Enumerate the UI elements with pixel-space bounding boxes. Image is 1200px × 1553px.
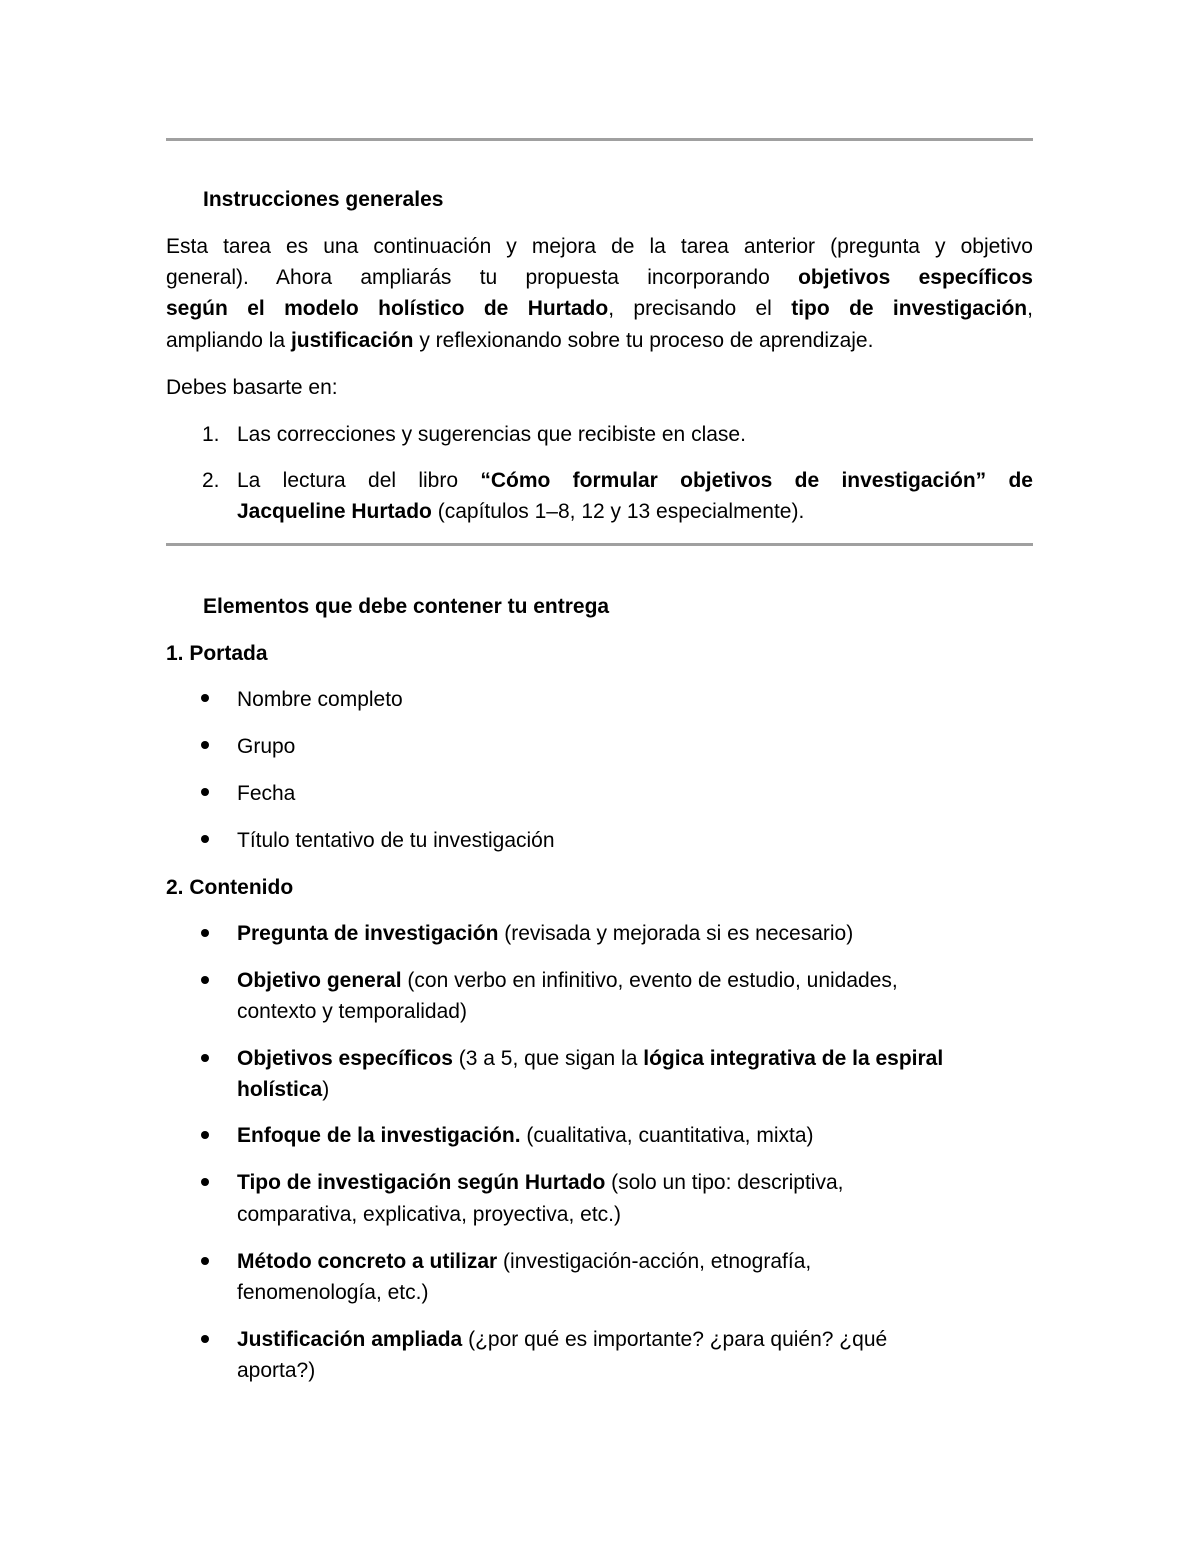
bullet-icon	[201, 694, 209, 702]
list-item: Método concreto a utilizar (investigación-acción, etnografía,	[237, 1250, 812, 1273]
list-number: 1.	[202, 423, 220, 446]
section-heading-general: Instrucciones generales	[203, 188, 444, 211]
list-item: Grupo	[237, 735, 296, 758]
list-item-continuation: fenomenología, etc.)	[237, 1281, 429, 1304]
list-item: Las correcciones y sugerencias que recibiste en clase.	[237, 423, 746, 446]
bullet-icon	[201, 788, 209, 796]
list-item: Título tentativo de tu investigación	[237, 829, 555, 852]
list-item-continuation: aporta?)	[237, 1359, 316, 1382]
paragraph-line: Esta tarea es una continuación y mejora de la tarea anterior (pregunta y objetivo	[166, 235, 1033, 258]
section-heading-elements: Elementos que debe contener tu entrega	[203, 595, 610, 618]
bullet-icon	[201, 976, 209, 984]
bullet-icon	[201, 741, 209, 749]
list-item: Enfoque de la investigación. (cualitativa, cuantitativa, mixta)	[237, 1124, 814, 1147]
subheading-contenido: 2. Contenido	[166, 876, 294, 899]
list-item: Tipo de investigación según Hurtado (solo un tipo: descriptiva,	[237, 1171, 844, 1194]
bullet-icon	[201, 1178, 209, 1186]
list-item: Objetivos específicos (3 a 5, que sigan la lógica integrativa de la espiral	[237, 1047, 944, 1070]
list-item-continuation: comparativa, explicativa, proyectiva, etc.)	[237, 1203, 621, 1226]
list-item: Pregunta de investigación (revisada y mejorada si es necesario)	[237, 922, 854, 945]
list-item-continuation: holística)	[237, 1078, 330, 1101]
bullet-icon	[201, 1054, 209, 1062]
list-item-continuation: Jacqueline Hurtado (capítulos 1–8, 12 y 13 especialmente).	[237, 500, 805, 523]
list-item: Nombre completo	[237, 688, 403, 711]
horizontal-rule-bottom	[166, 543, 1033, 546]
bullet-icon	[201, 1257, 209, 1265]
list-item: La lectura del libro “Cómo formular objetivos de investigación” de	[237, 469, 1033, 492]
list-item: Fecha	[237, 782, 296, 805]
subheading-portada: 1. Portada	[166, 642, 268, 665]
bullet-icon	[201, 835, 209, 843]
list-number: 2.	[202, 469, 220, 492]
list-item-continuation: contexto y temporalidad)	[237, 1000, 467, 1023]
horizontal-rule-top	[166, 138, 1033, 141]
paragraph-line: ampliando la justificación y reflexionando sobre tu proceso de aprendizaje.	[166, 329, 874, 352]
paragraph-basis: Debes basarte en:	[166, 376, 338, 399]
bullet-icon	[201, 1131, 209, 1139]
paragraph-line: según el modelo holístico de Hurtado, precisando el tipo de investigación,	[166, 297, 1033, 320]
bullet-icon	[201, 1335, 209, 1343]
list-item: Objetivo general (con verbo en infinitivo, evento de estudio, unidades,	[237, 969, 898, 992]
bullet-icon	[201, 929, 209, 937]
paragraph-line: general). Ahora ampliarás tu propuesta incorporando objetivos específicos	[166, 266, 1033, 289]
list-item: Justificación ampliada (¿por qué es importante? ¿para quién? ¿qué	[237, 1328, 888, 1351]
